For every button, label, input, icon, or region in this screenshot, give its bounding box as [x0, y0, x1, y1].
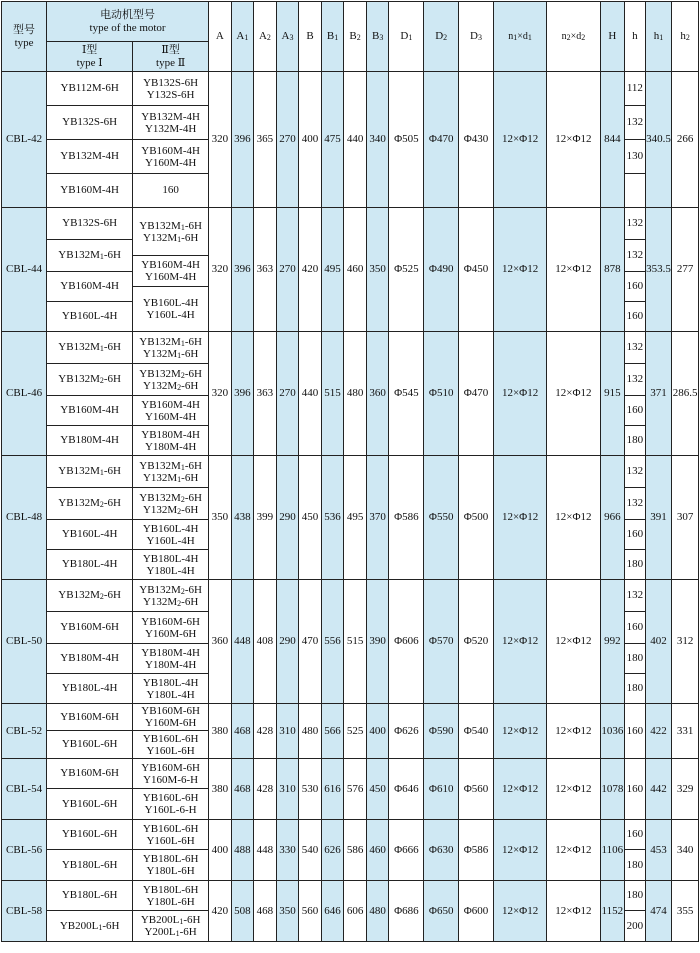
dim-h-cell: 160	[625, 396, 645, 426]
dim-n2d2-cell: 12×Φ12	[547, 704, 600, 759]
dim-b2-cell: 525	[344, 704, 367, 759]
dim-h-cell: 132	[625, 208, 645, 240]
motor-type1-cell: YB180M-4H	[47, 426, 133, 456]
dim-h1-cell: 340.5	[645, 72, 672, 208]
motor-type1-cell: YB180L-4H	[47, 674, 133, 704]
col-h1: $h_1$	[645, 2, 672, 72]
dim-d1-cell: Φ686	[389, 881, 424, 942]
dim-h1-cell: 371	[645, 332, 672, 456]
dim-d3-cell: Φ470	[459, 332, 494, 456]
dim-h-cell: 915	[600, 332, 625, 456]
dim-a-cell: 380	[209, 704, 232, 759]
motor-type1-cell: YB132S-6H	[47, 106, 133, 140]
motor-type2-cell: YB160M-4H Y160M-4H	[133, 396, 209, 426]
dim-d3-cell: Φ600	[459, 881, 494, 942]
dim-a-cell: 420	[209, 881, 232, 942]
motor-type2-cell: YB180M-4H Y180M-4H	[133, 644, 209, 674]
dim-d3-cell: Φ586	[459, 820, 494, 881]
dim-h1-cell: 474	[645, 881, 672, 942]
dim-n2d2-cell: 12×Φ12	[547, 456, 600, 580]
col-h: h	[625, 2, 645, 72]
dim-b1-cell: 536	[321, 456, 344, 580]
header-row-top	[2, 2, 699, 42]
dim-h-cell: 180	[625, 550, 645, 580]
dim-d1-cell: Φ606	[389, 580, 424, 704]
dim-b3-cell: 400	[366, 704, 389, 759]
motor-type1-cell: YB180M-4H	[47, 644, 133, 674]
motor-type2-cell: YB160M-6H Y160M-6-H	[133, 759, 209, 789]
motor-type2-cell: YB160M-6H Y160M-6H	[133, 704, 209, 731]
dim-a1-cell: 508	[231, 881, 254, 942]
dim-b2-cell: 480	[344, 332, 367, 456]
table-row	[2, 759, 699, 774]
dim-b-cell: 450	[299, 456, 322, 580]
dim-b-cell: 400	[299, 72, 322, 208]
motor-type1-cell: $YB132M_2-6H$	[47, 580, 133, 612]
col-n2d2: $n_2\times d_2$	[547, 2, 600, 72]
motor-type2-cell: YB160M-4H Y160M-4H	[133, 140, 209, 174]
motor-type2-cell: YB180L-4H Y180L-4H	[133, 674, 209, 704]
motor-type1-cell: YB160M-6H	[47, 612, 133, 644]
type-cell: CBL-46	[2, 332, 47, 456]
dim-b2-cell: 515	[344, 580, 367, 704]
dim-b-cell: 440	[299, 332, 322, 456]
dim-n2d2-cell: 12×Φ12	[547, 820, 600, 881]
motor-type2-cell: YB132S-6H Y132S-6H	[133, 72, 209, 106]
dim-d1-cell: Φ545	[389, 332, 424, 456]
motor-type2-cell: YB180M-4H Y180M-4H	[133, 426, 209, 456]
dim-a1-cell: 396	[231, 72, 254, 208]
dim-a3-cell: 290	[276, 456, 299, 580]
dim-n1d1-cell: 12×Φ12	[493, 72, 546, 208]
motor-type2-cell: $YB132M_1-6H$ $Y132M_1-6H$	[133, 332, 209, 364]
dim-d3-cell: Φ520	[459, 580, 494, 704]
dim-b3-cell: 450	[366, 759, 389, 820]
pump-dimension-table	[1, 1, 699, 942]
motor-type2-cell: YB180L-4H Y180L-4H	[133, 550, 209, 580]
dim-b3-cell: 340	[366, 72, 389, 208]
dim-b3-cell: 370	[366, 456, 389, 580]
table-row	[2, 704, 699, 717]
type-header-cn: 型号	[13, 23, 36, 36]
dim-b1-cell: 646	[321, 881, 344, 942]
motor-type1-cell: YB160L-6H	[47, 731, 133, 759]
col-H: H	[600, 2, 625, 72]
motor-type1-cell: YB160M-4H	[47, 174, 133, 208]
dim-h-cell: 132	[625, 364, 645, 396]
dim-d2-cell: Φ570	[424, 580, 459, 704]
dim-a2-cell: 468	[254, 881, 277, 942]
dim-d3-cell: Φ450	[459, 208, 494, 332]
col-B2: $B_2$	[344, 2, 367, 72]
dim-d2-cell: Φ490	[424, 208, 459, 332]
col-A2: $A_2$	[254, 2, 277, 72]
dim-d1-cell: Φ646	[389, 759, 424, 820]
dim-a2-cell: 365	[254, 72, 277, 208]
dim-a1-cell: 468	[231, 759, 254, 820]
dim-h-cell: 1152	[600, 881, 625, 942]
dim-h-cell: 160	[133, 174, 209, 208]
type2-header	[133, 42, 209, 72]
dim-h-cell: 132	[625, 456, 645, 488]
motor-header-en: type of the motor	[89, 21, 166, 34]
motor-type2-cell: $YB132M_2-6H$ $Y132M_2-6H$	[133, 580, 209, 612]
dim-h2-cell: 286.5	[672, 332, 699, 456]
dim-d3-cell: Φ430	[459, 72, 494, 208]
dim-n1d1-cell: 12×Φ12	[493, 456, 546, 580]
motor-type1-cell: YB160L-4H	[47, 520, 133, 550]
dim-h-cell: 200	[625, 911, 645, 942]
col-B: B	[299, 2, 322, 72]
dim-a3-cell: 290	[276, 580, 299, 704]
motor-header	[47, 2, 209, 42]
dim-n1d1-cell: 12×Φ12	[493, 704, 546, 759]
col-A1: $A_1$	[231, 2, 254, 72]
motor-type1-cell: YB180L-4H	[47, 550, 133, 580]
type2-header-en: type Ⅱ	[156, 56, 186, 69]
motor-type1-cell: $YB132M_2-6H$	[47, 488, 133, 520]
motor-type1-cell: $YB132M_1-6H$	[47, 240, 133, 272]
dim-h1-cell: 442	[645, 759, 672, 820]
dim-a2-cell: 363	[254, 208, 277, 332]
motor-type1-cell: $YB132M_1-6H$	[47, 456, 133, 488]
motor-type2-cell: YB132M-4H Y132M-4H	[133, 106, 209, 140]
dim-a3-cell: 310	[276, 759, 299, 820]
dim-h1-cell: 422	[645, 704, 672, 759]
motor-type1-cell: YB160M-4H	[47, 272, 133, 302]
dim-h-cell: 1078	[600, 759, 625, 820]
motor-type1-cell: $YB200L_1-6H$	[47, 911, 133, 942]
col-A3: $A_3$	[276, 2, 299, 72]
col-A: A	[209, 2, 232, 72]
dim-h2-cell: 312	[672, 580, 699, 704]
dim-h-cell: 180	[625, 850, 645, 881]
dim-n1d1-cell: 12×Φ12	[493, 208, 546, 332]
dim-b2-cell: 495	[344, 456, 367, 580]
dim-a-cell: 400	[209, 820, 232, 881]
dim-b1-cell: 616	[321, 759, 344, 820]
type-cell: CBL-56	[2, 820, 47, 881]
dim-d2-cell: Φ590	[424, 704, 459, 759]
dim-h2-cell: 307	[672, 456, 699, 580]
motor-type2-cell: YB160L-6H Y160L-6-H	[133, 789, 209, 820]
dim-b1-cell: 626	[321, 820, 344, 881]
dim-b3-cell: 360	[366, 332, 389, 456]
motor-type1-cell: YB112M-6H	[47, 72, 133, 106]
dim-a-cell: 320	[209, 208, 232, 332]
dim-a1-cell: 396	[231, 332, 254, 456]
dim-h2-cell: 355	[672, 881, 699, 942]
dim-a3-cell: 270	[276, 208, 299, 332]
dim-b3-cell: 460	[366, 820, 389, 881]
motor-type2-cell: YB160L-4H Y160L-4H	[133, 520, 209, 550]
table-row	[2, 820, 699, 835]
dim-h-cell: 132	[625, 332, 645, 364]
dim-d2-cell: Φ630	[424, 820, 459, 881]
dim-d3-cell: Φ500	[459, 456, 494, 580]
motor-type2-cell: $YB132M_1-6H$ $Y132M_1-6H$	[133, 208, 209, 256]
dim-b-cell: 530	[299, 759, 322, 820]
type-cell: CBL-42	[2, 72, 47, 208]
type-header-en: type	[14, 36, 34, 49]
dim-h1-cell: 391	[645, 456, 672, 580]
dim-h-cell: 878	[600, 208, 625, 332]
dim-d2-cell: Φ610	[424, 759, 459, 820]
table-row	[2, 580, 699, 596]
motor-type2-cell: YB180L-6H Y180L-6H	[133, 850, 209, 881]
dim-n2d2-cell: 12×Φ12	[547, 208, 600, 332]
dim-b1-cell: 566	[321, 704, 344, 759]
dim-a3-cell: 330	[276, 820, 299, 881]
dim-a2-cell: 448	[254, 820, 277, 881]
dim-n1d1-cell: 12×Φ12	[493, 759, 546, 820]
dim-a1-cell: 396	[231, 208, 254, 332]
dim-a-cell: 320	[209, 72, 232, 208]
dim-h-cell: 160	[625, 820, 645, 850]
col-B3: $B_3$	[366, 2, 389, 72]
dim-b3-cell: 480	[366, 881, 389, 942]
dim-h-cell: 160	[625, 272, 645, 302]
type1-header-en: type Ⅰ	[76, 56, 103, 69]
dim-a2-cell: 363	[254, 332, 277, 456]
type-header	[2, 2, 47, 72]
dim-a3-cell: 270	[276, 332, 299, 456]
dim-b2-cell: 606	[344, 881, 367, 942]
motor-type2-cell: $YB132M_2-6H$ $Y132M_2-6H$	[133, 488, 209, 520]
dim-d3-cell: Φ560	[459, 759, 494, 820]
dim-n1d1-cell: 12×Φ12	[493, 820, 546, 881]
dim-h-cell: 132	[625, 488, 645, 520]
motor-type1-cell: YB160L-6H	[47, 789, 133, 820]
col-h2: $h_2$	[672, 2, 699, 72]
dim-h-cell: 992	[600, 580, 625, 704]
dim-b-cell: 560	[299, 881, 322, 942]
dim-b2-cell: 440	[344, 72, 367, 208]
type-cell: CBL-54	[2, 759, 47, 820]
table-body	[2, 72, 699, 942]
type-cell: CBL-52	[2, 704, 47, 759]
dim-h-cell: 160	[625, 612, 645, 644]
dim-d1-cell: Φ626	[389, 704, 424, 759]
motor-type2-cell: YB160L-4H Y160L-4H	[133, 287, 209, 332]
dim-h1-cell: 402	[645, 580, 672, 704]
dim-a2-cell: 428	[254, 759, 277, 820]
type-cell: CBL-44	[2, 208, 47, 332]
dim-a3-cell: 270	[276, 72, 299, 208]
dim-h-cell: 180	[625, 881, 645, 911]
dim-n1d1-cell: 12×Φ12	[493, 881, 546, 942]
dim-a1-cell: 488	[231, 820, 254, 881]
dim-h-cell: 844	[600, 72, 625, 208]
dim-d1-cell: Φ525	[389, 208, 424, 332]
motor-type2-cell: YB160L-6H Y160L-6H	[133, 731, 209, 759]
dim-b1-cell: 556	[321, 580, 344, 704]
dim-h-cell: 180	[625, 644, 645, 674]
dim-h2-cell: 277	[672, 208, 699, 332]
motor-type2-cell: $YB200L_1-6H$ $Y200L_1-6H$	[133, 911, 209, 942]
type-cell: CBL-58	[2, 881, 47, 942]
dim-b1-cell: 495	[321, 208, 344, 332]
dim-a3-cell: 350	[276, 881, 299, 942]
dim-h-cell: 160	[625, 704, 645, 759]
dim-h-cell: 180	[625, 674, 645, 704]
dim-h-cell: 132	[625, 106, 645, 140]
dim-a1-cell: 438	[231, 456, 254, 580]
dim-a-cell: 380	[209, 759, 232, 820]
dim-n2d2-cell: 12×Φ12	[547, 759, 600, 820]
dim-n2d2-cell: 12×Φ12	[547, 881, 600, 942]
dim-a3-cell: 310	[276, 704, 299, 759]
table-row	[2, 72, 699, 89]
dim-d1-cell: Φ666	[389, 820, 424, 881]
dim-h2-cell: 329	[672, 759, 699, 820]
motor-type2-cell: YB160M-4H Y160M-4H	[133, 256, 209, 287]
dim-h1-cell: 453	[645, 820, 672, 881]
dim-b2-cell: 460	[344, 208, 367, 332]
dim-b-cell: 480	[299, 704, 322, 759]
dim-h-cell: 966	[600, 456, 625, 580]
col-B1: $B_1$	[321, 2, 344, 72]
dim-h2-cell: 331	[672, 704, 699, 759]
motor-type1-cell: YB132M-4H	[47, 140, 133, 174]
motor-type1-cell: YB160M-6H	[47, 704, 133, 731]
type1-header-cn: Ⅰ型	[81, 43, 98, 56]
table-row	[2, 208, 699, 224]
dim-b3-cell: 350	[366, 208, 389, 332]
motor-type1-cell: YB160M-6H	[47, 759, 133, 789]
dim-h-cell: 160	[625, 520, 645, 550]
dim-a1-cell: 468	[231, 704, 254, 759]
table-row	[2, 332, 699, 348]
col-n1d1: $n_1\times d_1$	[493, 2, 546, 72]
dim-d2-cell: Φ510	[424, 332, 459, 456]
motor-type1-cell: YB160M-4H	[47, 396, 133, 426]
dim-a-cell: 320	[209, 332, 232, 456]
dim-n2d2-cell: 12×Φ12	[547, 580, 600, 704]
dim-n1d1-cell: 12×Φ12	[493, 332, 546, 456]
dim-a-cell: 360	[209, 580, 232, 704]
dim-d1-cell: Φ586	[389, 456, 424, 580]
dim-h-cell: 160	[625, 302, 645, 332]
table-row	[2, 456, 699, 472]
dim-h-cell: 132	[625, 580, 645, 612]
motor-type1-cell: YB160L-4H	[47, 302, 133, 332]
dim-b1-cell: 475	[321, 72, 344, 208]
type1-header	[47, 42, 133, 72]
dim-a2-cell: 428	[254, 704, 277, 759]
col-D2: $D_2$	[424, 2, 459, 72]
dim-d1-cell: Φ505	[389, 72, 424, 208]
dim-h2-cell: 266	[672, 72, 699, 208]
motor-header-cn: 电动机型号	[100, 8, 156, 21]
motor-type1-cell: YB180L-6H	[47, 850, 133, 881]
dim-h-cell: 132	[625, 240, 645, 272]
dim-h-cell: 130	[625, 140, 645, 174]
dim-h-cell: 160	[625, 759, 645, 820]
dim-h-cell: 112	[625, 72, 645, 106]
type-cell: CBL-50	[2, 580, 47, 704]
motor-type1-cell: $YB132M_1-6H$	[47, 332, 133, 364]
dim-b-cell: 470	[299, 580, 322, 704]
dim-h-cell: 1036	[600, 704, 625, 759]
dim-a1-cell: 448	[231, 580, 254, 704]
dim-d2-cell: Φ650	[424, 881, 459, 942]
motor-type1-cell: $YB132M_2-6H$	[47, 364, 133, 396]
motor-type1-cell: YB160L-6H	[47, 820, 133, 850]
dim-h-cell: 1106	[600, 820, 625, 881]
motor-type2-cell: YB180L-6H Y180L-6H	[133, 881, 209, 911]
dim-d2-cell: Φ470	[424, 72, 459, 208]
dim-h-cell: 180	[625, 426, 645, 456]
motor-type2-cell: YB160L-6H Y160L-6H	[133, 820, 209, 850]
motor-type1-cell: YB180L-6H	[47, 881, 133, 911]
dim-d2-cell: Φ550	[424, 456, 459, 580]
col-D3: $D_3$	[459, 2, 494, 72]
dim-b2-cell: 586	[344, 820, 367, 881]
dim-n2d2-cell: 12×Φ12	[547, 72, 600, 208]
motor-type1-cell: YB132S-6H	[47, 208, 133, 240]
dim-h1-cell: 353.5	[645, 208, 672, 332]
table-row	[2, 881, 699, 896]
motor-type2-cell: $YB132M_2-6H$ $Y132M_2-6H$	[133, 364, 209, 396]
type-cell: CBL-48	[2, 456, 47, 580]
dim-a-cell: 350	[209, 456, 232, 580]
dim-b-cell: 420	[299, 208, 322, 332]
dim-h2-cell: 340	[672, 820, 699, 881]
dim-d3-cell: Φ540	[459, 704, 494, 759]
dim-a2-cell: 399	[254, 456, 277, 580]
col-D1: $D_1$	[389, 2, 424, 72]
dim-a2-cell: 408	[254, 580, 277, 704]
dim-n2d2-cell: 12×Φ12	[547, 332, 600, 456]
motor-type2-cell: YB160M-6H Y160M-6H	[133, 612, 209, 644]
dim-b-cell: 540	[299, 820, 322, 881]
dim-b3-cell: 390	[366, 580, 389, 704]
type2-header-cn: Ⅱ型	[161, 43, 180, 56]
motor-type2-cell: $YB132M_1-6H$ $Y132M_1-6H$	[133, 456, 209, 488]
dim-b1-cell: 515	[321, 332, 344, 456]
dim-n1d1-cell: 12×Φ12	[493, 580, 546, 704]
dim-b2-cell: 576	[344, 759, 367, 820]
